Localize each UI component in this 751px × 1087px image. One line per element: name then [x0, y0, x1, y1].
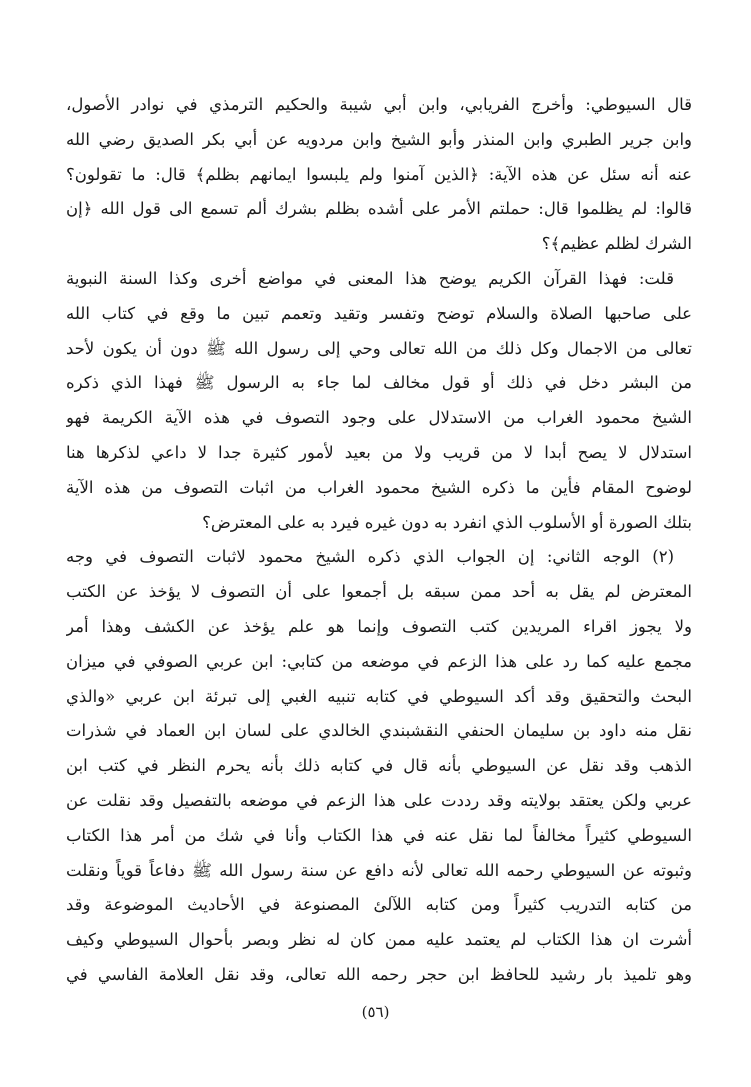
- text-line: البحث والتحقيق وقد أكد السيوطي في كتابه تنبيه الغبي إلى تبرئة ابن عربي «والذي: [66, 686, 692, 706]
- text-line: وهو تلميذ بار رشيد للحافظ ابن حجر رحمه الله تعالى، وقد نقل العلامة الفاسي في: [66, 964, 692, 984]
- text-line: الشيخ محمود الغراب من الاستدلال على وجود التصوف في هذه الآية الكريمة فهو: [66, 408, 692, 428]
- text-line: وثبوته عن السيوطي رحمه الله تعالى لأنه دافع عن سنة رسول الله ﷺ دفاعاً قوياً ونقلت: [66, 860, 692, 880]
- text-line: عنه أنه سئل عن هذه الآية: ﴿الذين آمنوا ولم يلبسوا ايمانهم بظلم﴾ قال: ما تقولون؟: [66, 164, 692, 184]
- text-line: قالوا: لم يظلموا قال: حملتم الأمر على أشده بظلم بشرك ألم تسمع الى قول الله ﴿إن: [66, 199, 692, 219]
- text-line: قال السيوطي: وأخرج الفريابي، وابن أبي شيبة والحكيم الترمذي في نوادر الأصول،: [66, 95, 692, 114]
- text-line: تعالى من الاجمال وكل ذلك من الله تعالى وحي إلى رسول الله ﷺ دون أن يكون لأحد: [66, 338, 692, 358]
- text-line: ولا يجوز اقراء المريدين كتب التصوف وإنما هو علم يؤخذ عن الكشف وهذا أمر: [66, 616, 692, 636]
- paragraph-commentary: [66, 262, 692, 540]
- page-number: (٥٦): [361, 1003, 390, 1021]
- text-line: على صاحبها الصلاة والسلام توضح وتفسر وتقيد وتعمم تبين ما وقع في كتاب الله: [66, 303, 692, 323]
- text-line: من كتابه التدريب كثيراً ومن كتابه اللآلئ المصنوعة في الأحاديث الموضوعة وقد: [66, 895, 692, 915]
- paragraph-suyuti-narration: [66, 88, 692, 262]
- text-line: وابن جرير الطبري وابن المنذر وأبو الشيخ وابن مردويه عن أبي بكر الصديق رضي الله: [66, 129, 692, 149]
- text-line: قلت: فهذا القرآن الكريم يوضح هذا المعنى في مواضع أخرى وكذا السنة النبوية: [66, 268, 674, 288]
- text-line: (٢) الوجه الثاني: إن الجواب الذي ذكره الشيخ محمود لاثبات التصوف في وجه: [66, 547, 674, 567]
- text-line: مجمع عليه كما رد على هذا الزعم في موضعه من كتابي: ابن عربي الصوفي في ميزان: [66, 651, 692, 671]
- text-line: من البشر دخل في ذلك أو قول مخالف لما جاء به الرسول ﷺ فهذا الذي ذكره: [66, 373, 692, 393]
- text-line: المعترض لم يقل به أحد ممن سبقه بل أجمعوا على أن التصوف لا يؤخذ عن الكتب: [66, 582, 692, 602]
- paragraph-second-aspect: [66, 540, 692, 988]
- text-line: الشرك لظلم عظيم﴾؟: [541, 234, 692, 254]
- text-line: الذهب وقد نقل عن السيوطي بأنه قال في كتابه ذلك بأنه يحرم النظر في كتب ابن: [66, 756, 692, 776]
- text-line: أشرت ان هذا الكتاب لم يعتمد عليه ممن كان له نظر وبصر بأحوال السيوطي وكيف: [66, 930, 692, 950]
- text-line: لوضوح المقام فأين ما ذكره الشيخ محمود الغراب من اثبات التصوف من هذه الآية: [66, 477, 692, 497]
- text-line: نقل منه داود بن سليمان الحنفي النقشبندي الخالدي على لسان ابن العماد في شذرات: [66, 721, 692, 741]
- text-line: عربي ولكن يعتقد بولايته وقد رددت على هذا الزعم في موضعه بالتفصيل وقد نقلت عن: [66, 790, 692, 810]
- document-page: [66, 88, 692, 988]
- text-line: السيوطي كثيراً مخالفاً لما نقل عنه في هذا الكتاب وأنا في شك من أمر هذا الكتاب: [66, 825, 692, 845]
- text-line: استدلال لا يصح أبدا لا من قريب ولا من بعيد لأمور كثيرة جدا لا داعي لذكرها هنا: [66, 442, 692, 462]
- text-line: بتلك الصورة أو الأسلوب الذي انفرد به دون غيره فيرد به على المعترض؟: [202, 512, 692, 532]
